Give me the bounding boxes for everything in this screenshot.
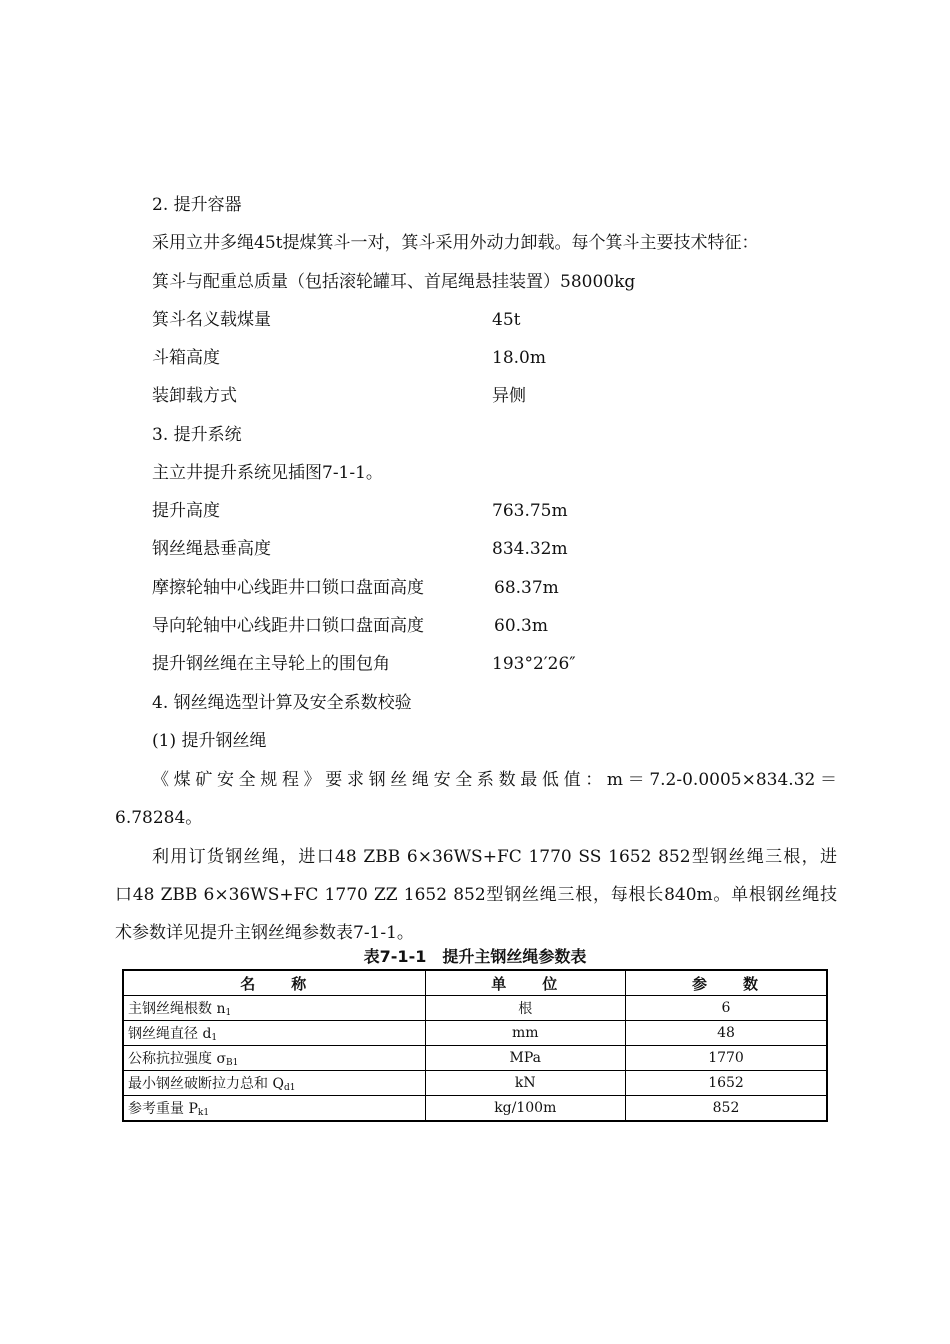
cell-name: 最小钢丝破断拉力总和 $Q_{d1}$ [123, 1071, 425, 1096]
cell-unit: mm [425, 1021, 625, 1046]
section-3-heading: 3. 提升系统 [152, 425, 242, 445]
cell-name: 参考重量 $P_{k1}$ [123, 1096, 425, 1122]
section-2-intro: 采用立井多绳45t提煤箕斗一对，箕斗采用外动力卸载。每个箕斗主要技术特征： [152, 233, 759, 253]
table-row [123, 1096, 827, 1122]
paragraph-line: 《煤矿安全规程》要求钢丝绳安全系数最低值：m＝7.2-0.0005×834.32＝ [152, 770, 837, 790]
table-row [123, 996, 827, 1021]
paragraph-line: 口48 ZBB 6×36WS+FC 1770 ZZ 1652 852型钢丝绳三根，每根长840m。单根钢丝绳技 [115, 885, 837, 905]
spec-label: 提升高度 [152, 501, 220, 521]
spec-label: 装卸载方式 [152, 386, 237, 406]
cell-name: 公称抗拉强度 $\sigma_{B1}$ [123, 1046, 425, 1071]
subsection-heading: (1) 提升钢丝绳 [152, 731, 267, 751]
section-3-intro: 主立井提升系统见插图7-1-1。 [152, 463, 383, 483]
spec-label: 斗箱高度 [152, 348, 220, 368]
spec-value: 异侧 [492, 386, 526, 406]
paragraph-line: 利用订货钢丝绳，进口48 ZBB 6×36WS+FC 1770 SS 1652 852型钢丝绳三根，进 [152, 847, 837, 867]
cell-value: 1770 [626, 1046, 827, 1071]
column-header: 名 称 [123, 970, 425, 996]
spec-value: 68.37m [494, 578, 559, 598]
paragraph-line: 术参数详见提升主钢丝绳参数表7-1-1。 [115, 923, 414, 943]
cell-unit: MPa [425, 1046, 625, 1071]
section-4-heading: 4. 钢丝绳选型计算及安全系数校验 [152, 693, 412, 713]
section-2-heading: 2. 提升容器 [152, 195, 242, 215]
spec-value: 193°2′26″ [492, 654, 576, 674]
cell-unit: 根 [425, 996, 625, 1021]
table-header-row [123, 970, 827, 996]
column-header: 单 位 [425, 970, 625, 996]
spec-value: 834.32m [492, 539, 568, 559]
cell-value: 6 [626, 996, 827, 1021]
spec-label: 提升钢丝绳在主导轮上的围包角 [152, 654, 390, 674]
paragraph-line: 6.78284。 [115, 808, 203, 828]
spec-value: 60.3m [494, 616, 548, 636]
cell-name: 钢丝绳直径 $d_1$ [123, 1021, 425, 1046]
spec-value: 45t [492, 310, 521, 330]
cell-value: 48 [626, 1021, 827, 1046]
column-header: 参 数 [626, 970, 827, 996]
rope-parameter-table [122, 969, 828, 1122]
spec-label: 导向轮轴中心线距井口锁口盘面高度 [152, 616, 424, 636]
table-row [123, 1071, 827, 1096]
cell-unit: kg/100m [425, 1096, 625, 1122]
table-row [123, 1046, 827, 1071]
table-caption: 表7-1-1 提升主钢丝绳参数表 [363, 947, 587, 966]
cell-name: 主钢丝绳根数 $n_1$ [123, 996, 425, 1021]
spec-value: 18.0m [492, 348, 546, 368]
cell-unit: kN [425, 1071, 625, 1096]
spec-label: 箕斗名义载煤量 [152, 310, 271, 330]
table-row [123, 1021, 827, 1046]
spec-value: 763.75m [492, 501, 568, 521]
spec-label: 摩擦轮轴中心线距井口锁口盘面高度 [152, 578, 424, 598]
section-2-total-mass: 箕斗与配重总质量（包括滚轮罐耳、首尾绳悬挂装置）58000kg [152, 272, 636, 292]
spec-label: 钢丝绳悬垂高度 [152, 539, 271, 559]
cell-value: 852 [626, 1096, 827, 1122]
cell-value: 1652 [626, 1071, 827, 1096]
